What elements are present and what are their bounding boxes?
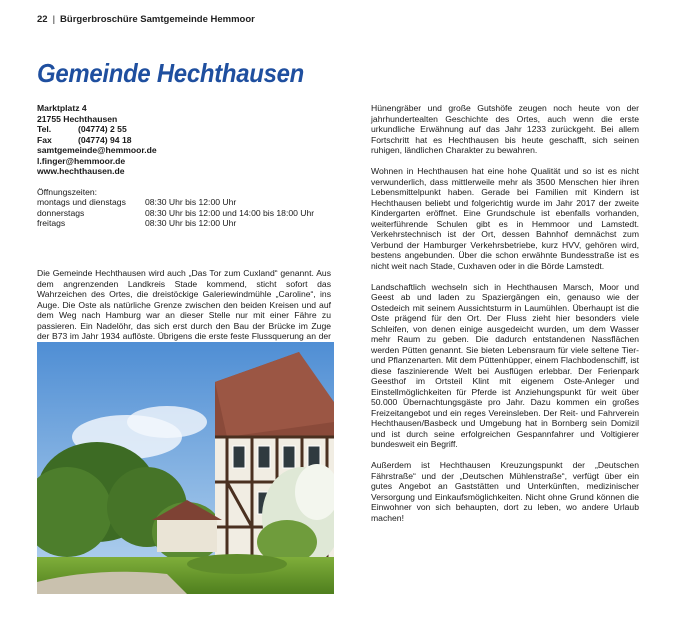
phone-line: [37, 124, 331, 135]
address-street: Marktplatz 4: [37, 103, 87, 113]
opening-hours: [37, 187, 331, 229]
email-link-2[interactable]: l.finger@hemmoor.de: [37, 155, 126, 166]
hours-row: [37, 218, 314, 229]
hours-days: donnerstags: [37, 207, 85, 218]
opening-hours-table: [37, 197, 314, 229]
photo-timber-frame-house: [37, 342, 334, 594]
publication-title: Bürgerbroschüre Samtgemeinde Hemmoor: [60, 14, 255, 25]
fax-number: (04774) 94 18: [78, 134, 132, 145]
website-link[interactable]: www.hechthausen.de: [37, 166, 125, 176]
address-city: 21755 Hechthausen: [37, 113, 118, 124]
hours-row: [37, 208, 314, 219]
page-title: Gemeinde Hechthausen: [37, 58, 304, 88]
paragraph-history: Hünengräber und große Gutshöfe zeugen noch heute von der jahrhundertealten Geschichte des Ortes, auch wenn die erste urkundliche Erwähnung auf das Jahr 1233 zurückgeht. Bei allem Fortschritt hat es Hechthausen bis heute geschafft, sich seinen ruhigen, ländlichen Charakter zu bewahren.: [371, 103, 639, 155]
hours-time: 08:30 Uhr bis 12:00 und 14:00 bis 18:00 Uhr: [145, 207, 315, 218]
opening-hours-heading: Öffnungszeiten:: [37, 186, 98, 197]
fax-label: Fax: [37, 134, 52, 145]
page-number: 22: [37, 14, 48, 25]
hours-days: freitags: [37, 218, 66, 228]
paragraph-living: Wohnen in Hechthausen hat eine hohe Qualität und so ist es nicht verwunderlich, dass mittlerweile mehr als 3500 Menschen hier ihren Lebensmittelpunkt haben. Gerade bei Familien mit Kindern ist Hechthausen beliebt und folgerichtig wurde im Jahr 2017 der zweite Kindergarten eröffnet. Eine Grundschule ist ebenfalls vorhanden, weiterführende Schulen gibt es in Hemmoor und Lamstedt. Verkehrstechnisch ist der Ort, dessen Bahnhof demnächst zum Verbund der Hamburger Verkehrsbetriebe, kurz HVV, gehören wird, bestens angebunden. Über die schon erwähnte Bundesstraße ist es nicht weit nach Stade, Cuxhaven oder in die Börde Lamstedt.: [371, 166, 639, 271]
intro-paragraph: Die Gemeinde Hechthausen wird auch „Das Tor zum Cuxland“ genannt. Aus dem angrenzenden Landkreis Stade kommend, sticht sofort das Wahrzeichen des Ortes, die dreistöckige Galeriewindmühle „Caroline“, ins Auge. Die Oste als natürliche Grenze zwischen den beiden Kreisen und auf dem Weg nach Hamburg war an dieser Stelle nur mit einer Fähre zu passieren. Ein Nadelöhr, das sich erst durch den Bau der Brücke im Zuge der B73 im Jahr 1934 auflöste. Übrigens die erste feste Flussquerung an der: [37, 268, 331, 341]
hours-time: 08:30 Uhr bis 12:00 Uhr: [145, 218, 237, 228]
paragraph-infrastructure: Außerdem ist Hechthausen Kreuzungspunkt der „Deutschen Fährstraße“ und der „Deutschen Mühlenstraße“, verfügt über ein gutes Angebot an Gaststätten und Unterkünften, medizinischer Versorgung und Einkaufsmöglichkeiten. Nicht ohne Grund können die Einwohner von sich behaupten, dort zu leben, wo andere Urlaub machen!: [371, 460, 639, 523]
hours-days: montags und dienstags: [37, 197, 126, 207]
hours-time: 08:30 Uhr bis 12:00 Uhr: [145, 197, 237, 207]
contact-block: [37, 103, 331, 177]
fax-line: [37, 135, 331, 146]
phone-label: Tel.: [37, 124, 52, 134]
hours-row: [37, 197, 314, 208]
header-separator: |: [52, 14, 56, 25]
photo-illustration: [37, 342, 334, 594]
paragraph-landscape: Landschaftlich wechseln sich in Hechthausen Marsch, Moor und Geest ab und laden zu Spaziergängen ein, genauso wie der Ostedeich mit seinem Aussichtsturm in Laumühlen. Überhaupt ist die Oste prägend für den Ort. Der Fluss zieht hier besonders viele Schleifen, von denen einige ausgedeicht wurden, um dem Wasser mehr Raum zu geben. Die dadurch entstandenen Nassflächen werden Pütten genannt. Sie bieten Lebensraum für viele seltene Tier- und Pflanzenarten. Mit dem Püttenhüpper, einem Flachbodenschiff, ist diese faszinierende Welt bei Ausflügen erlebbar. Der Ferienpark Geesthof im Ortsteil Klint mit eigenem Oste-Anleger und Einstellmöglichkeiten für Pferde ist Anziehungspunkt für weit über 50.000 Übernachtungsgäste pro Jahr. Dazu kommen ein großes Freizeitangebot und ein reges Vereinsleben. Der Reit- und Fahrverein Hechthausen/Basbeck und Umgebung hat in Bornberg sein Domizil und ist durch seine erfolgreichen Gespannfahrer und Voltigierer bundesweit ein Begriff.: [371, 281, 639, 449]
email-link-1[interactable]: samtgemeinde@hemmoor.de: [37, 145, 157, 155]
left-column: [37, 103, 331, 341]
page-header: [37, 14, 255, 25]
phone-number: (04774) 2 55: [78, 124, 127, 134]
right-column: [371, 103, 639, 534]
